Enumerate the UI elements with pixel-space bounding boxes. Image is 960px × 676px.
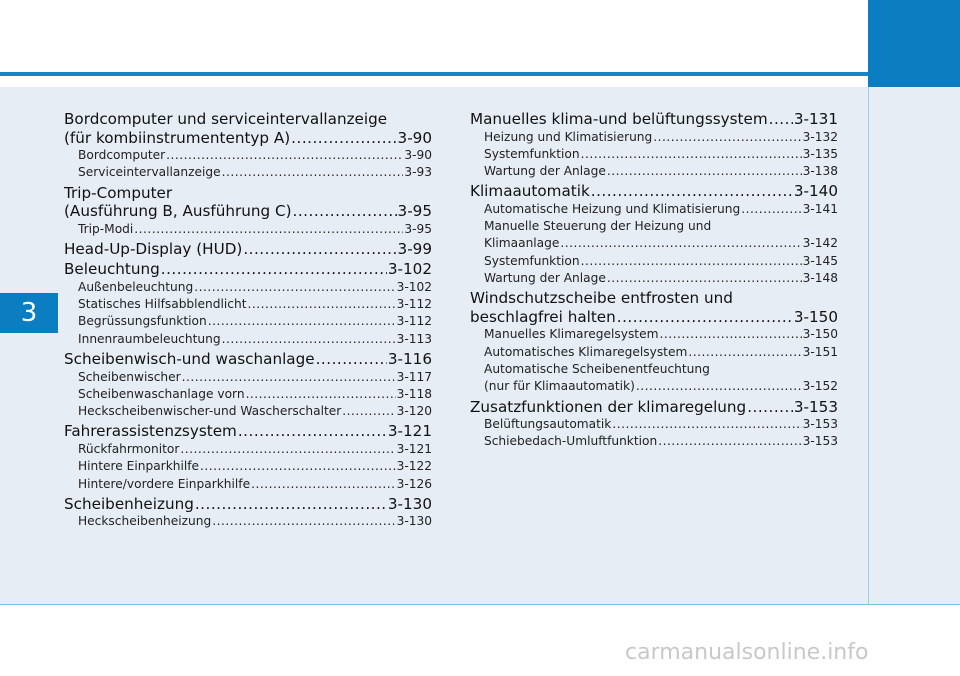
page-number: 3-140	[793, 182, 838, 201]
toc-entry-title-line: Trip-Computer	[64, 183, 173, 202]
toc-subentry[interactable]	[470, 270, 838, 287]
leader-dots	[636, 378, 802, 395]
leader-dots	[617, 308, 793, 327]
leader-dots	[238, 422, 387, 441]
leader-dots	[653, 129, 801, 146]
toc-entry-title: Automatische Heizung und Klimatisierung	[484, 201, 741, 216]
toc-entry-title: Rückfahrmonitor	[78, 441, 180, 456]
toc-entry-title: Hintere/vordere Einparkhilfe	[78, 476, 251, 491]
leader-dots	[251, 476, 395, 493]
toc-entry-title: Trip-Modi	[78, 221, 134, 236]
leader-dots	[247, 296, 395, 313]
toc-subentry[interactable]	[470, 201, 838, 218]
toc-subentry[interactable]	[64, 476, 432, 493]
page-number: 3-150	[802, 327, 838, 342]
leader-dots	[293, 202, 397, 221]
toc-entry-title: (nur für Klimaautomatik)	[484, 379, 635, 394]
toc-entry-title: Scheibenwaschanlage vorn	[78, 386, 245, 401]
page-number: 3-116	[387, 350, 432, 369]
toc-subentry[interactable]	[470, 416, 838, 433]
page-number: 3-99	[397, 239, 432, 258]
toc-entry-title: Statisches Hilfsabblendlicht	[78, 297, 247, 312]
page-number: 3-95	[404, 221, 432, 236]
toc-entry-title: Hintere Einparkhilfe	[78, 459, 200, 474]
toc-subentry[interactable]	[470, 129, 838, 146]
page-number: 3-135	[802, 146, 838, 161]
leader-dots	[246, 386, 396, 403]
toc-subentry[interactable]	[470, 146, 838, 163]
toc-entry-title: Innenraumbeleuchtung	[78, 331, 221, 346]
leader-dots	[560, 235, 801, 252]
leader-dots	[316, 350, 387, 369]
page-number: 3-120	[396, 404, 432, 419]
leader-dots	[741, 201, 801, 218]
page-number: 3-118	[396, 386, 432, 401]
page-number: 3-132	[802, 129, 838, 144]
leader-dots	[581, 146, 802, 163]
page-number: 3-153	[793, 397, 838, 416]
page-number: 3-102	[387, 260, 432, 279]
page-number: 3-93	[404, 165, 432, 180]
leader-dots	[607, 270, 802, 287]
toc-entry-title-line: Bordcomputer und serviceintervallanzeige	[64, 110, 388, 128]
toc-subentry[interactable]	[64, 279, 432, 296]
page-number: 3-138	[802, 164, 838, 179]
toc-subentry[interactable]	[64, 147, 432, 164]
leader-dots	[581, 253, 802, 270]
toc-section-entry[interactable]	[470, 110, 838, 129]
page-number: 3-131	[793, 110, 838, 128]
page-number: 3-152	[802, 379, 838, 394]
chapter-tab	[868, 0, 960, 87]
page-number: 3-95	[397, 202, 432, 221]
toc-entry-title-line: Windschutzscheibe entfrosten und	[470, 289, 733, 308]
chapter-number: 3	[0, 293, 58, 333]
toc-entry-title: Heckscheibenheizung	[78, 514, 212, 529]
page-number: 3-117	[396, 369, 432, 384]
leader-dots	[342, 403, 395, 420]
toc-entry-title: Wartung der Anlage	[484, 164, 606, 179]
page-number: 3-148	[802, 271, 838, 286]
page-number: 3-145	[802, 253, 838, 268]
chapter-sidebar	[0, 87, 58, 604]
toc-entry-title: (Ausführung B, Ausführung C)	[64, 202, 292, 221]
toc-subentry[interactable]	[470, 433, 838, 450]
side-panel	[868, 87, 960, 604]
page-number: 3-121	[396, 441, 432, 456]
toc-subentry[interactable]	[64, 513, 432, 530]
leader-dots	[161, 260, 387, 279]
toc-entry-title: (für kombiinstrumententyp A)	[64, 128, 291, 147]
toc-entry-title-line: Automatische Scheibenentfeuchtung	[484, 361, 710, 376]
toc-section-entry[interactable]	[64, 422, 432, 441]
leader-dots	[607, 163, 802, 180]
toc-entry-title: Scheibenheizung	[64, 494, 194, 513]
toc-entry-title: Heckscheibenwischer-und Wascherschalter	[78, 404, 342, 419]
toc-entry-title-line: Manuelle Steuerung der Heizung und	[484, 219, 712, 234]
toc-entry-title: Klimaautomatik	[470, 182, 590, 201]
toc-subentry[interactable]	[470, 253, 838, 270]
page-number: 3-112	[396, 297, 432, 312]
toc-section-entry[interactable]	[64, 495, 432, 514]
leader-dots	[222, 331, 396, 348]
toc-entry-title: Automatisches Klimaregelsystem	[484, 344, 688, 359]
toc-section-entry[interactable]	[64, 240, 432, 259]
toc-subentry[interactable]	[64, 296, 432, 313]
toc-section-entry[interactable]	[64, 184, 432, 221]
toc-subentry[interactable]	[64, 369, 432, 386]
toc-entry-title: Klimaanlage	[484, 236, 560, 251]
page-number: 3-121	[387, 422, 432, 441]
page-number: 3-90	[397, 128, 432, 147]
toc-entry-title: Belüftungsautomatik	[484, 417, 612, 432]
leader-dots	[243, 240, 396, 259]
leader-dots	[194, 279, 395, 296]
toc-entry-title: beschlagfrei halten	[470, 307, 616, 326]
leader-dots	[166, 147, 403, 164]
leader-dots	[195, 495, 387, 514]
toc-entry-title: Beleuchtung	[64, 260, 160, 279]
page-number: 3-130	[396, 514, 432, 529]
page-number: 3-126	[396, 476, 432, 491]
toc-subentry[interactable]	[470, 361, 838, 396]
page-number: 3-151	[802, 344, 838, 359]
toc-subentry[interactable]	[470, 344, 838, 361]
toc-section-entry[interactable]	[64, 110, 432, 147]
toc-subentry[interactable]	[64, 313, 432, 330]
watermark: carmanualsonline.info	[625, 640, 869, 665]
page-number: 3-90	[404, 148, 432, 162]
toc-entry-title: Manuelles klima-und belüftungssystem	[470, 110, 768, 128]
toc-subentry[interactable]	[64, 458, 432, 475]
leader-dots	[291, 129, 396, 148]
toc-entry-title: Manuelles Klimaregelsystem	[484, 327, 659, 342]
leader-dots	[659, 326, 801, 343]
page-number: 3-113	[396, 331, 432, 346]
toc-entry-title: Systemfunktion	[484, 253, 580, 268]
bottom-rule	[0, 604, 960, 605]
toc-entry-title: Schiebedach-Umluftfunktion	[484, 434, 658, 449]
leader-dots	[658, 433, 801, 450]
toc-section-entry[interactable]	[470, 398, 838, 417]
leader-dots	[769, 110, 793, 129]
toc-entry-title: Head-Up-Display (HUD)	[64, 239, 243, 258]
toc-entry-title: Serviceintervallanzeige	[78, 165, 221, 180]
page-number: 3-142	[802, 236, 838, 251]
toc-entry-title: Heizung und Klimatisierung	[484, 129, 653, 144]
toc-subentry[interactable]	[64, 164, 432, 181]
toc-subentry[interactable]	[470, 326, 838, 343]
toc-entry-title: Fahrerassistenzsystem	[64, 422, 237, 441]
toc-subentry[interactable]	[64, 221, 432, 238]
page-number: 3-122	[396, 459, 432, 474]
page-number: 3-141	[802, 201, 838, 216]
leader-dots	[612, 416, 801, 433]
leader-dots	[212, 513, 395, 530]
toc-subentry[interactable]	[470, 163, 838, 180]
page-number: 3-130	[387, 494, 432, 513]
top-rule	[0, 72, 868, 76]
toc-entry-title: Scheibenwisch-und waschanlage	[64, 350, 315, 369]
leader-dots	[200, 458, 396, 475]
toc-subentry[interactable]	[64, 403, 432, 420]
leader-dots	[180, 441, 395, 458]
page-number: 3-153	[802, 417, 838, 432]
page-number: 3-102	[396, 279, 432, 294]
leader-dots	[747, 398, 793, 417]
leader-dots	[182, 369, 396, 386]
toc-subentry[interactable]	[64, 386, 432, 403]
toc-subentry[interactable]	[64, 441, 432, 458]
leader-dots	[591, 182, 793, 201]
toc-right-column	[470, 108, 838, 451]
toc-section-entry[interactable]	[64, 350, 432, 369]
page-number: 3-112	[396, 314, 432, 329]
toc-subentry[interactable]	[470, 218, 838, 253]
toc-entry-title: Bordcomputer	[78, 148, 166, 162]
leader-dots	[688, 344, 801, 361]
toc-entry-title: Begrüssungsfunktion	[78, 314, 207, 329]
page-number: 3-150	[793, 307, 838, 326]
toc-entry-title: Wartung der Anlage	[484, 271, 606, 286]
page-number: 3-153	[802, 434, 838, 449]
toc-entry-title: Außenbeleuchtung	[78, 279, 194, 294]
leader-dots	[134, 221, 403, 238]
toc-entry-title: Systemfunktion	[484, 146, 580, 161]
toc-entry-title: Scheibenwischer	[78, 369, 181, 384]
toc-section-entry[interactable]	[470, 182, 838, 201]
toc-left-column	[64, 108, 432, 531]
toc-section-entry[interactable]	[470, 289, 838, 326]
toc-subentry[interactable]	[64, 331, 432, 348]
toc-section-entry[interactable]	[64, 260, 432, 279]
leader-dots	[222, 164, 404, 181]
leader-dots	[208, 313, 396, 330]
toc-entry-title: Zusatzfunktionen der klimaregelung	[470, 397, 747, 416]
